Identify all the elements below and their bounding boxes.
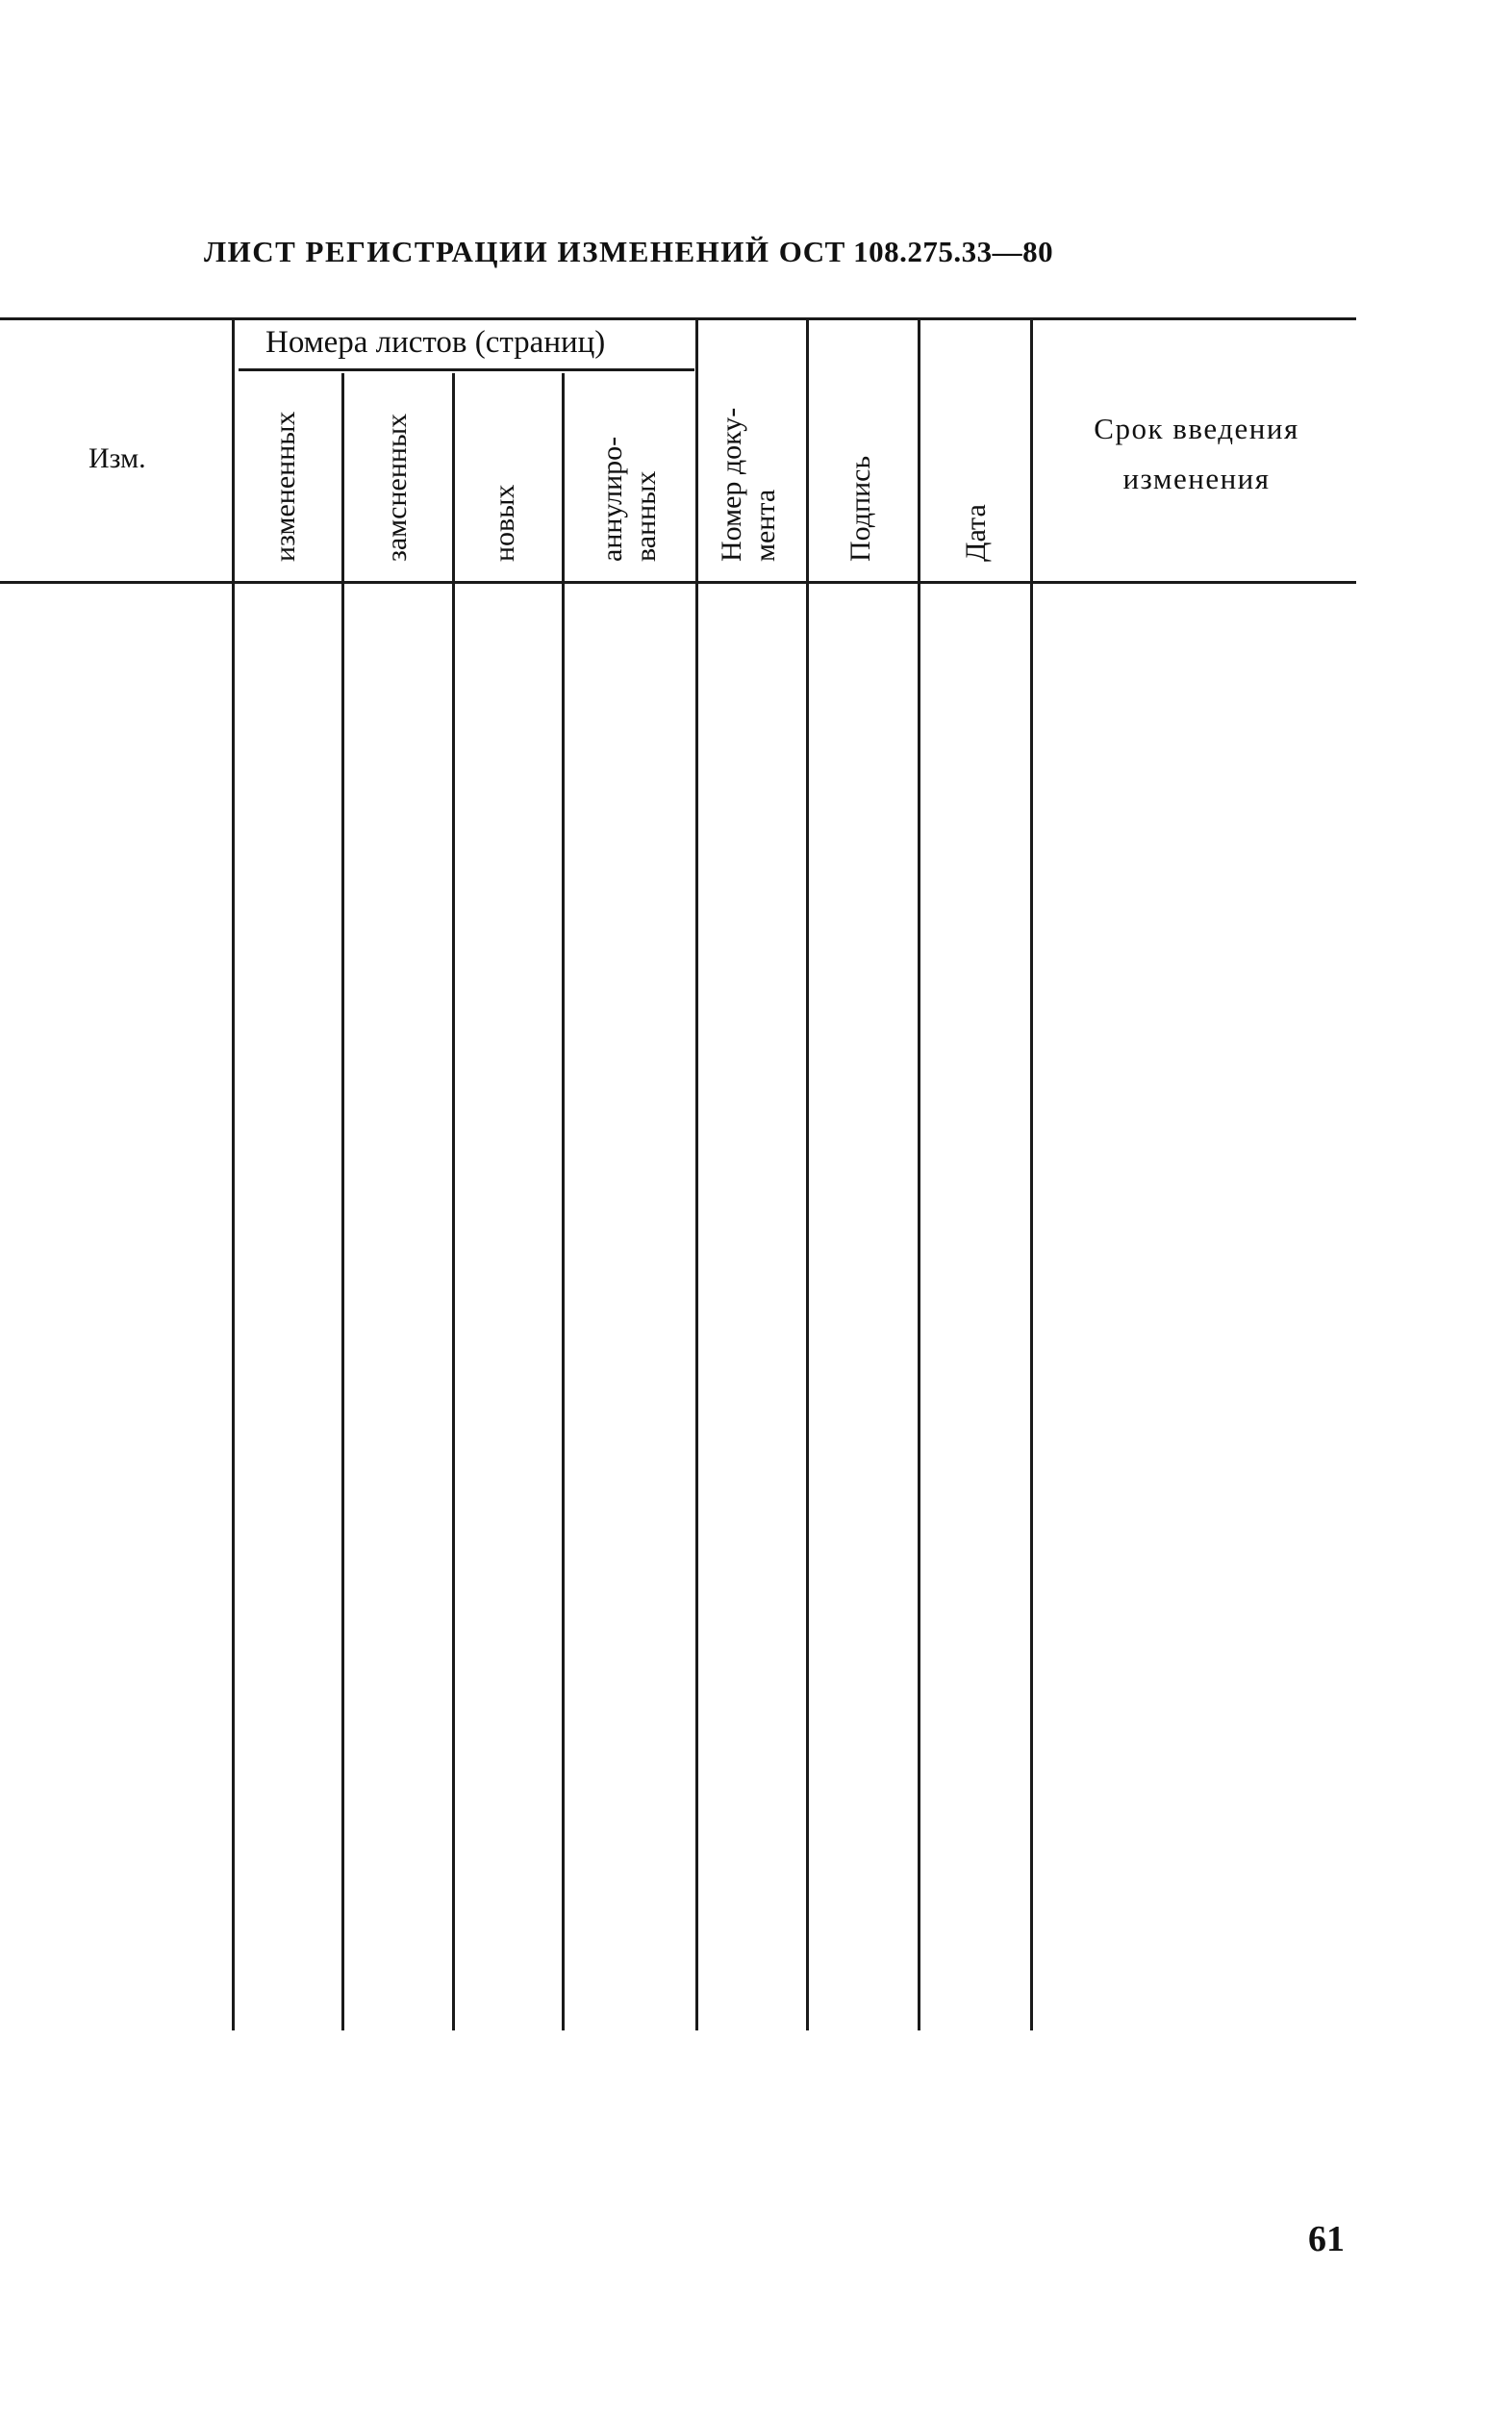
header-signature: [844, 456, 878, 562]
header-annulled-line2: ванных: [629, 470, 662, 562]
header-date: [960, 504, 994, 562]
header-bottom-border: [0, 581, 1356, 584]
column-divider: [918, 319, 920, 2030]
header-replaced-text: замсненных: [381, 413, 413, 562]
header-date-text: Дата: [960, 504, 992, 562]
header-changed: [269, 412, 303, 562]
header-izm: Изм.: [88, 442, 146, 474]
header-doc-number: [716, 408, 782, 562]
header-sheet-numbers: Номера листов (страниц): [265, 325, 606, 360]
header-term: [1033, 404, 1360, 504]
column-divider: [562, 373, 565, 2030]
page-number: 61: [1308, 2219, 1345, 2259]
header-signature-text: Подпись: [844, 455, 876, 562]
header-changed-text: измененных: [269, 411, 301, 562]
header-annulled: [596, 437, 663, 562]
table-top-border: [0, 317, 1356, 320]
header-doc-number-line1: Номер доку-: [716, 407, 747, 562]
column-divider: [1030, 319, 1033, 2030]
column-divider: [341, 373, 344, 2030]
column-divider: [232, 319, 235, 2030]
header-new-text: новых: [489, 484, 520, 562]
column-divider: [452, 373, 455, 2030]
header-term-line2: изменения: [1122, 462, 1271, 495]
header-annulled-line1: аннулиро-: [596, 436, 628, 562]
header-replaced: [381, 414, 415, 562]
header-doc-number-line2: мента: [748, 489, 781, 562]
page-title: [204, 235, 1053, 269]
column-divider: [806, 319, 809, 2030]
title-text: ЛИСТ РЕГИСТРАЦИИ ИЗМЕНЕНИЙ: [204, 235, 770, 268]
standard-code: ОСТ 108.275.33—80: [778, 235, 1054, 268]
group-header-underline: [239, 368, 694, 371]
header-new: [489, 485, 522, 562]
header-term-line1: Срок введения: [1094, 412, 1299, 445]
column-divider: [695, 319, 698, 2030]
